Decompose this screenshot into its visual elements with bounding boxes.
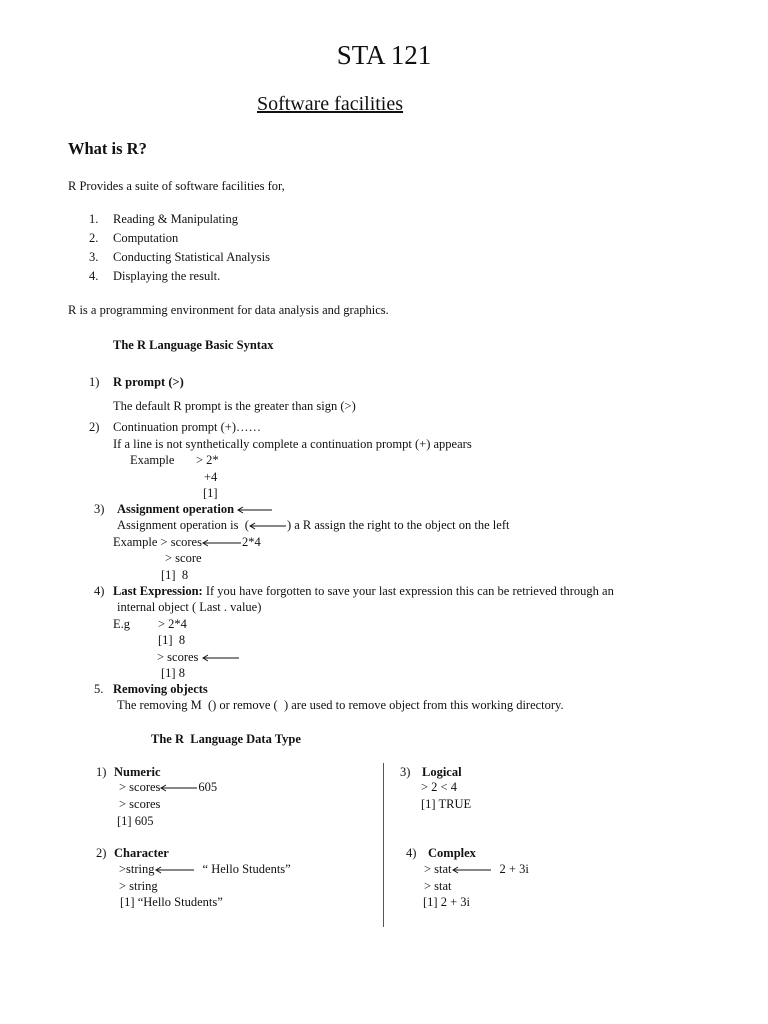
continuation-desc: If a line is not synthetically complete a continuation prompt (+) appears (113, 437, 472, 451)
assignment-title (117, 502, 273, 516)
syntax-item-num: 1) (89, 375, 100, 389)
list-item-text: Conducting Statistical Analysis (113, 250, 270, 264)
code-line: [1] 8 (161, 666, 185, 680)
list-item-num: 3. (89, 250, 99, 264)
intro-summary: R is a programming environment for data analysis and graphics. (68, 303, 389, 317)
assignment-title-text: Assignment operation (117, 502, 235, 516)
code-line-with-arrow (424, 862, 529, 876)
left-arrow-icon (452, 866, 492, 874)
assignment-example-value: 2*4 (241, 535, 261, 549)
code-line-with-arrow (119, 780, 217, 794)
code-line: [1] 8 (158, 633, 186, 647)
r-prompt-title: R prompt (>) (113, 375, 184, 389)
list-item-num: 1. (89, 212, 99, 226)
data-type-num: 3) (400, 765, 411, 779)
code-line: > scores (157, 650, 199, 664)
code-value: “ Hello Students” (202, 862, 291, 876)
data-type-num: 2) (96, 846, 107, 860)
code-line: > 2 < 4 (421, 780, 457, 794)
code-line: > stat (424, 862, 452, 876)
code-line: > stat (424, 879, 452, 893)
data-type-num: 1) (96, 765, 107, 779)
code-line: > 2*4 (158, 617, 187, 631)
last-expression-line (113, 584, 614, 598)
code-line-with-arrow (157, 650, 240, 664)
last-expression-desc-2: internal object ( Last . value) (117, 600, 262, 614)
syntax-item-num: 3) (94, 502, 105, 516)
section-heading-what-is-r: What is R? (68, 139, 147, 158)
left-arrow-icon (155, 866, 195, 874)
syntax-item-num: 5. (94, 682, 104, 696)
list-item-num: 4. (89, 269, 99, 283)
code-line: >string (119, 862, 155, 876)
complex-title: Complex (428, 846, 476, 860)
assignment-desc-after: ) a R assign the right to the object on the left (286, 518, 510, 532)
character-title: Character (114, 846, 169, 860)
numeric-title: Numeric (114, 765, 161, 779)
list-item-num: 2. (89, 231, 99, 245)
column-divider (383, 763, 384, 927)
code-line: > string (119, 879, 158, 893)
section-heading-basic-syntax: The R Language Basic Syntax (113, 338, 274, 352)
code-value: 2 + 3i (499, 862, 529, 876)
list-item-text: Computation (113, 231, 179, 245)
list-item-text: Displaying the result. (113, 269, 221, 283)
assignment-desc (117, 518, 509, 532)
left-arrow-icon (237, 506, 273, 514)
code-line: [1] 2 + 3i (423, 895, 470, 909)
code-line: > 2* (196, 453, 219, 467)
intro-lead: R Provides a suite of software facilities for, (68, 179, 285, 193)
section-heading-data-type: The R Language Data Type (151, 732, 301, 746)
code-line: > scores (119, 797, 161, 811)
continuation-example-label: Example (130, 453, 175, 467)
code-value: 605 (198, 780, 218, 794)
code-line: [1] (203, 486, 218, 500)
assignment-desc-before: Assignment operation is ( (117, 518, 249, 532)
logical-title: Logical (422, 765, 462, 779)
data-type-num: 4) (406, 846, 417, 860)
code-line: [1] TRUE (421, 797, 472, 811)
page-subtitle (0, 93, 660, 116)
last-expression-eg-label: E.g (113, 617, 131, 631)
continuation-title: Continuation prompt (+)…… (113, 420, 262, 434)
last-expression-title: Last Expression: (113, 584, 203, 598)
code-line: > scores (119, 780, 161, 794)
left-arrow-icon (160, 784, 198, 792)
syntax-item-num: 2) (89, 420, 100, 434)
removing-title: Removing objects (113, 682, 208, 696)
list-item-text: Reading & Manipulating (113, 212, 238, 226)
code-line: [1] 8 (161, 568, 189, 582)
assignment-example-label: Example > scores (113, 535, 202, 549)
removing-desc: The removing M () or remove ( ) are used to remove object from this working directory. (117, 698, 564, 712)
left-arrow-icon (202, 654, 240, 662)
subtitle-text: Software facilities (256, 93, 404, 115)
assignment-example (113, 535, 261, 549)
code-line: [1] 605 (117, 814, 154, 828)
r-prompt-desc: The default R prompt is the greater than sign (>) (113, 399, 356, 413)
left-arrow-icon (249, 522, 287, 530)
last-expression-desc: If you have forgotten to save your last expression this can be retrieved through an (202, 584, 614, 598)
code-line: [1] “Hello Students” (120, 895, 223, 909)
syntax-item-num: 4) (94, 584, 105, 598)
code-line-with-arrow (119, 862, 291, 876)
left-arrow-icon (202, 539, 242, 547)
code-line: > score (165, 551, 202, 565)
page-title: STA 121 (336, 40, 432, 70)
code-line: +4 (204, 470, 218, 484)
